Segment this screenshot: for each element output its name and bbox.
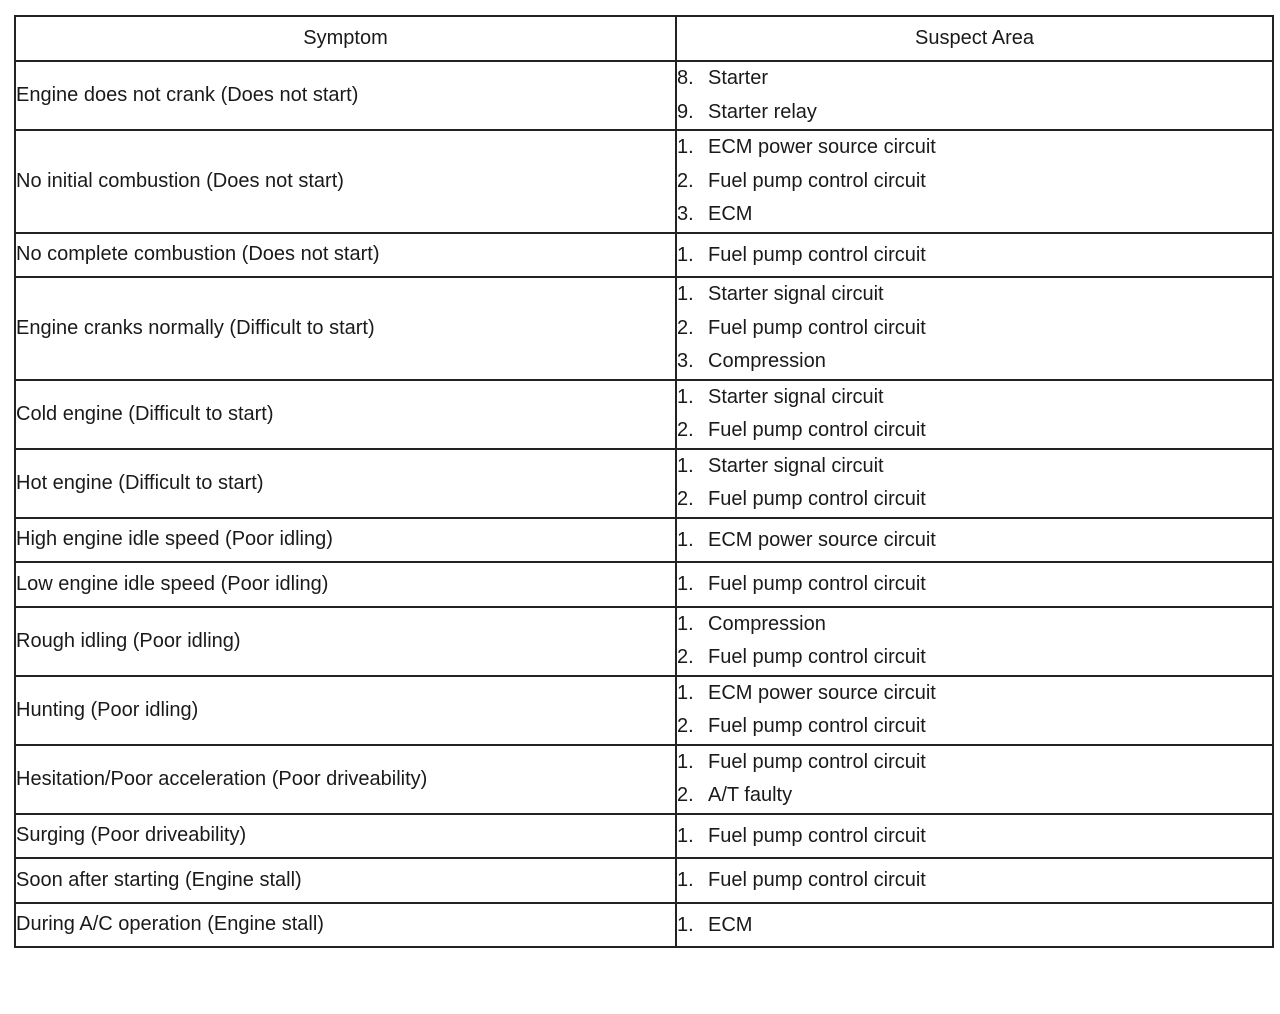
suspect-area-list bbox=[677, 820, 1272, 854]
suspect-area-number: 1. bbox=[677, 136, 694, 158]
suspect-area-text: Fuel pump control circuit bbox=[708, 869, 926, 891]
suspect-area-list bbox=[677, 524, 1272, 558]
suspect-area-text: Fuel pump control circuit bbox=[708, 169, 926, 192]
suspect-area-text: Fuel pump control circuit bbox=[708, 646, 926, 668]
suspect-area-cell bbox=[676, 518, 1273, 563]
suspect-area-number: 1. bbox=[677, 454, 694, 477]
suspect-area-text: Starter signal circuit bbox=[708, 385, 884, 408]
suspect-area-text: ECM bbox=[708, 913, 753, 936]
table-row bbox=[15, 449, 1273, 518]
suspect-area-number: 3. bbox=[677, 203, 694, 225]
suspect-area-number: 1. bbox=[677, 869, 694, 891]
suspect-area-text: Fuel pump control circuit bbox=[708, 750, 926, 773]
suspect-area-cell bbox=[676, 61, 1273, 130]
suspect-area-number: 1. bbox=[677, 750, 694, 773]
suspect-area-item bbox=[677, 864, 1272, 898]
suspect-area-number: 2. bbox=[677, 646, 694, 668]
suspect-area-cell bbox=[676, 676, 1273, 745]
suspect-area-number: 2. bbox=[677, 316, 694, 339]
suspect-area-number: 1. bbox=[677, 681, 694, 704]
suspect-area-cell bbox=[676, 814, 1273, 859]
suspect-area-text: ECM power source circuit bbox=[708, 528, 936, 551]
suspect-area-number: 1. bbox=[677, 573, 694, 595]
suspect-area-item bbox=[677, 608, 1272, 642]
suspect-area-list bbox=[677, 864, 1272, 898]
table-row bbox=[15, 607, 1273, 676]
suspect-area-item bbox=[677, 198, 1272, 232]
symptom-cell: During A/C operation (Engine stall) bbox=[15, 903, 676, 948]
suspect-area-item bbox=[677, 746, 1272, 780]
suspect-area-cell bbox=[676, 903, 1273, 948]
suspect-area-number: 1. bbox=[677, 243, 694, 266]
symptom-cell: High engine idle speed (Poor idling) bbox=[15, 518, 676, 563]
table-row bbox=[15, 380, 1273, 449]
table-row bbox=[15, 745, 1273, 814]
table-row bbox=[15, 277, 1273, 380]
symptom-cell: Soon after starting (Engine stall) bbox=[15, 858, 676, 903]
suspect-area-list bbox=[677, 909, 1272, 943]
suspect-area-list bbox=[677, 278, 1272, 379]
suspect-area-text: ECM power source circuit bbox=[708, 136, 936, 158]
suspect-area-item bbox=[677, 414, 1272, 448]
suspect-area-number: 2. bbox=[677, 169, 694, 192]
suspect-area-cell bbox=[676, 449, 1273, 518]
suspect-area-text: Fuel pump control circuit bbox=[708, 573, 926, 595]
symptom-cell: Surging (Poor driveability) bbox=[15, 814, 676, 859]
symptom-cell: Cold engine (Difficult to start) bbox=[15, 380, 676, 449]
suspect-area-list bbox=[677, 608, 1272, 675]
suspect-area-list bbox=[677, 568, 1272, 602]
suspect-area-number: 9. bbox=[677, 100, 694, 123]
table-row bbox=[15, 61, 1273, 130]
suspect-area-item bbox=[677, 710, 1272, 744]
suspect-area-text: ECM bbox=[708, 203, 753, 225]
suspect-area-list bbox=[677, 239, 1272, 273]
table-row bbox=[15, 518, 1273, 563]
suspect-area-text: A/T faulty bbox=[708, 784, 793, 806]
suspect-area-number: 1. bbox=[677, 612, 694, 635]
suspect-area-item bbox=[677, 239, 1272, 273]
symptom-cell: Hot engine (Difficult to start) bbox=[15, 449, 676, 518]
table-row bbox=[15, 562, 1273, 607]
suspect-area-number: 1. bbox=[677, 385, 694, 408]
symptom-cell: Engine cranks normally (Difficult to start) bbox=[15, 277, 676, 380]
symptom-cell: Engine does not crank (Does not start) bbox=[15, 61, 676, 130]
suspect-area-item bbox=[677, 909, 1272, 943]
table-row bbox=[15, 814, 1273, 859]
symptom-cell: Rough idling (Poor idling) bbox=[15, 607, 676, 676]
suspect-area-number: 1. bbox=[677, 528, 694, 551]
symptom-cell: No complete combustion (Does not start) bbox=[15, 233, 676, 278]
symptom-cell: Hunting (Poor idling) bbox=[15, 676, 676, 745]
suspect-area-cell bbox=[676, 130, 1273, 233]
suspect-area-cell bbox=[676, 562, 1273, 607]
suspect-area-item bbox=[677, 483, 1272, 517]
suspect-area-item bbox=[677, 568, 1272, 602]
suspect-area-item bbox=[677, 779, 1272, 813]
suspect-area-list bbox=[677, 131, 1272, 232]
suspect-area-number: 2. bbox=[677, 715, 694, 737]
suspect-area-item bbox=[677, 450, 1272, 484]
table-row bbox=[15, 903, 1273, 948]
suspect-area-number: 2. bbox=[677, 419, 694, 441]
suspect-area-list bbox=[677, 381, 1272, 448]
table-row bbox=[15, 858, 1273, 903]
suspect-area-number: 1. bbox=[677, 824, 694, 847]
header-symptom: Symptom bbox=[15, 16, 676, 61]
suspect-area-number: 1. bbox=[677, 283, 694, 305]
suspect-area-number: 8. bbox=[677, 67, 694, 89]
suspect-area-text: Starter bbox=[708, 67, 769, 89]
suspect-area-item bbox=[677, 381, 1272, 415]
suspect-area-text: Starter signal circuit bbox=[708, 283, 884, 305]
suspect-area-item bbox=[677, 312, 1272, 346]
suspect-area-cell bbox=[676, 233, 1273, 278]
table-body bbox=[15, 61, 1273, 947]
suspect-area-item bbox=[677, 62, 1272, 96]
suspect-area-number: 1. bbox=[677, 913, 694, 936]
suspect-area-cell bbox=[676, 277, 1273, 380]
suspect-area-item bbox=[677, 820, 1272, 854]
suspect-area-list bbox=[677, 746, 1272, 813]
suspect-area-item bbox=[677, 641, 1272, 675]
symptom-cell: No initial combustion (Does not start) bbox=[15, 130, 676, 233]
suspect-area-cell bbox=[676, 607, 1273, 676]
table-row bbox=[15, 130, 1273, 233]
table-row bbox=[15, 233, 1273, 278]
header-suspect-area: Suspect Area bbox=[676, 16, 1273, 61]
suspect-area-text: Compression bbox=[708, 350, 826, 372]
suspect-area-cell bbox=[676, 745, 1273, 814]
suspect-area-text: Fuel pump control circuit bbox=[708, 488, 926, 510]
suspect-area-list bbox=[677, 450, 1272, 517]
suspect-area-list bbox=[677, 677, 1272, 744]
symptom-cell: Hesitation/Poor acceleration (Poor driveability) bbox=[15, 745, 676, 814]
suspect-area-cell bbox=[676, 858, 1273, 903]
suspect-area-item bbox=[677, 345, 1272, 379]
suspect-area-number: 3. bbox=[677, 350, 694, 372]
suspect-area-item bbox=[677, 524, 1272, 558]
suspect-area-text: Fuel pump control circuit bbox=[708, 715, 926, 737]
suspect-area-item bbox=[677, 165, 1272, 199]
suspect-area-number: 2. bbox=[677, 784, 694, 806]
suspect-area-item bbox=[677, 278, 1272, 312]
suspect-area-text: Fuel pump control circuit bbox=[708, 316, 926, 339]
suspect-area-text: Starter relay bbox=[708, 100, 817, 123]
suspect-area-text: Fuel pump control circuit bbox=[708, 419, 926, 441]
table-header-row bbox=[15, 16, 1273, 61]
table-row bbox=[15, 676, 1273, 745]
suspect-area-text: Fuel pump control circuit bbox=[708, 243, 926, 266]
suspect-area-text: ECM power source circuit bbox=[708, 681, 936, 704]
suspect-area-list bbox=[677, 62, 1272, 129]
suspect-area-text: Starter signal circuit bbox=[708, 454, 884, 477]
symptom-table bbox=[14, 15, 1274, 948]
suspect-area-text: Compression bbox=[708, 612, 826, 635]
suspect-area-item bbox=[677, 96, 1272, 130]
suspect-area-text: Fuel pump control circuit bbox=[708, 824, 926, 847]
suspect-area-number: 2. bbox=[677, 488, 694, 510]
suspect-area-cell bbox=[676, 380, 1273, 449]
suspect-area-item bbox=[677, 677, 1272, 711]
symptom-cell: Low engine idle speed (Poor idling) bbox=[15, 562, 676, 607]
suspect-area-item bbox=[677, 131, 1272, 165]
